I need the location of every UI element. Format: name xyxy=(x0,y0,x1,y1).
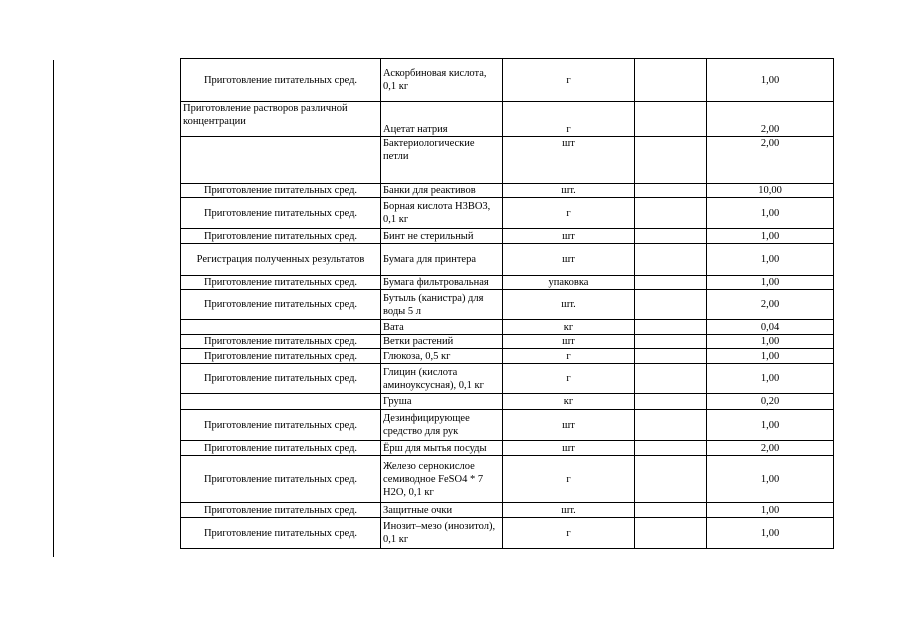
quantity-cell: 1,00 xyxy=(707,503,834,518)
item-name-cell: Ёрш для мытья посуды xyxy=(381,441,503,456)
unit-cell: шт xyxy=(503,244,635,276)
item-name-cell: Ветки растений xyxy=(381,335,503,349)
unit-cell: г xyxy=(503,198,635,229)
item-name-cell: Бумага для принтера xyxy=(381,244,503,276)
purpose-cell xyxy=(181,137,381,184)
quantity-cell: 2,00 xyxy=(707,137,834,184)
purpose-cell: Приготовление питательных сред. xyxy=(181,276,381,290)
purpose-cell: Приготовление растворов различной концентрации xyxy=(181,102,381,137)
unit-cell: г xyxy=(503,518,635,549)
purpose-cell: Приготовление питательных сред. xyxy=(181,198,381,229)
quantity-cell: 1,00 xyxy=(707,364,834,394)
quantity-cell: 1,00 xyxy=(707,59,834,102)
quantity-cell: 1,00 xyxy=(707,518,834,549)
unit-cell: кг xyxy=(503,320,635,335)
quantity-cell: 1,00 xyxy=(707,410,834,441)
empty-cell xyxy=(635,320,707,335)
purpose-cell xyxy=(181,394,381,410)
unit-cell: шт. xyxy=(503,290,635,320)
quantity-cell: 1,00 xyxy=(707,244,834,276)
quantity-cell: 2,00 xyxy=(707,441,834,456)
empty-cell xyxy=(635,364,707,394)
empty-cell xyxy=(635,456,707,503)
empty-cell xyxy=(635,137,707,184)
empty-cell xyxy=(635,503,707,518)
table-row xyxy=(181,364,834,394)
table-row xyxy=(181,394,834,410)
item-name-cell: Борная кислота H3BO3, 0,1 кг xyxy=(381,198,503,229)
unit-cell: шт xyxy=(503,335,635,349)
table-row xyxy=(181,198,834,229)
quantity-cell: 1,00 xyxy=(707,276,834,290)
purpose-cell: Приготовление питательных сред. xyxy=(181,364,381,394)
quantity-cell: 10,00 xyxy=(707,184,834,198)
purpose-cell: Приготовление питательных сред. xyxy=(181,349,381,364)
table-row xyxy=(181,441,834,456)
unit-cell: упаковка xyxy=(503,276,635,290)
table-row xyxy=(181,184,834,198)
empty-cell xyxy=(635,349,707,364)
unit-cell: шт xyxy=(503,410,635,441)
unit-cell: шт xyxy=(503,229,635,244)
empty-cell xyxy=(635,410,707,441)
empty-cell xyxy=(635,290,707,320)
unit-cell: г xyxy=(503,102,635,137)
empty-cell xyxy=(635,102,707,137)
table-row xyxy=(181,276,834,290)
purpose-cell: Приготовление питательных сред. xyxy=(181,59,381,102)
quantity-cell: 2,00 xyxy=(707,102,834,137)
quantity-cell: 1,00 xyxy=(707,198,834,229)
table-row xyxy=(181,290,834,320)
empty-cell xyxy=(635,59,707,102)
table-row xyxy=(181,102,834,137)
item-name-cell: Глицин (кислота аминоуксусная), 0,1 кг xyxy=(381,364,503,394)
quantity-cell: 1,00 xyxy=(707,456,834,503)
page-margin-rule xyxy=(53,60,54,557)
quantity-cell: 1,00 xyxy=(707,229,834,244)
empty-cell xyxy=(635,198,707,229)
empty-cell xyxy=(635,184,707,198)
quantity-cell: 1,00 xyxy=(707,335,834,349)
table-row xyxy=(181,410,834,441)
unit-cell: г xyxy=(503,59,635,102)
empty-cell xyxy=(635,244,707,276)
materials-table xyxy=(180,58,834,549)
unit-cell: г xyxy=(503,456,635,503)
quantity-cell: 0,20 xyxy=(707,394,834,410)
quantity-cell: 2,00 xyxy=(707,290,834,320)
item-name-cell: Аскорбиновая кислота, 0,1 кг xyxy=(381,59,503,102)
item-name-cell: Ацетат натрия xyxy=(381,102,503,137)
item-name-cell: Вата xyxy=(381,320,503,335)
purpose-cell: Регистрация полученных результатов xyxy=(181,244,381,276)
unit-cell: шт xyxy=(503,137,635,184)
table-row xyxy=(181,518,834,549)
item-name-cell: Дезинфицирующее средство для рук xyxy=(381,410,503,441)
item-name-cell: Бутыль (канистра) для воды 5 л xyxy=(381,290,503,320)
item-name-cell: Бумага фильтровальная xyxy=(381,276,503,290)
unit-cell: г xyxy=(503,364,635,394)
item-name-cell: Железо сернокислое семиводное FeSO4 * 7 H2O, 0,1 кг xyxy=(381,456,503,503)
empty-cell xyxy=(635,518,707,549)
quantity-cell: 0,04 xyxy=(707,320,834,335)
empty-cell xyxy=(635,276,707,290)
quantity-cell: 1,00 xyxy=(707,349,834,364)
item-name-cell: Банки для реактивов xyxy=(381,184,503,198)
empty-cell xyxy=(635,229,707,244)
table-row xyxy=(181,503,834,518)
purpose-cell: Приготовление питательных сред. xyxy=(181,290,381,320)
purpose-cell: Приготовление питательных сред. xyxy=(181,335,381,349)
item-name-cell: Инозит–мезо (инозитол), 0,1 кг xyxy=(381,518,503,549)
purpose-cell: Приготовление питательных сред. xyxy=(181,518,381,549)
unit-cell: кг xyxy=(503,394,635,410)
empty-cell xyxy=(635,394,707,410)
unit-cell: шт xyxy=(503,441,635,456)
table-row xyxy=(181,229,834,244)
purpose-cell: Приготовление питательных сред. xyxy=(181,184,381,198)
table-row xyxy=(181,456,834,503)
purpose-cell: Приготовление питательных сред. xyxy=(181,441,381,456)
item-name-cell: Груша xyxy=(381,394,503,410)
purpose-cell: Приготовление питательных сред. xyxy=(181,410,381,441)
item-name-cell: Глюкоза, 0,5 кг xyxy=(381,349,503,364)
table-row xyxy=(181,335,834,349)
empty-cell xyxy=(635,335,707,349)
table-row xyxy=(181,59,834,102)
table-row xyxy=(181,349,834,364)
item-name-cell: Защитные очки xyxy=(381,503,503,518)
item-name-cell: Бинт не стерильный xyxy=(381,229,503,244)
table-row xyxy=(181,320,834,335)
purpose-cell: Приготовление питательных сред. xyxy=(181,456,381,503)
purpose-cell xyxy=(181,320,381,335)
item-name-cell: Бактериологические петли xyxy=(381,137,503,184)
table-row xyxy=(181,244,834,276)
table-row xyxy=(181,137,834,184)
purpose-cell: Приготовление питательных сред. xyxy=(181,503,381,518)
empty-cell xyxy=(635,441,707,456)
unit-cell: шт. xyxy=(503,503,635,518)
unit-cell: шт. xyxy=(503,184,635,198)
unit-cell: г xyxy=(503,349,635,364)
purpose-cell: Приготовление питательных сред. xyxy=(181,229,381,244)
